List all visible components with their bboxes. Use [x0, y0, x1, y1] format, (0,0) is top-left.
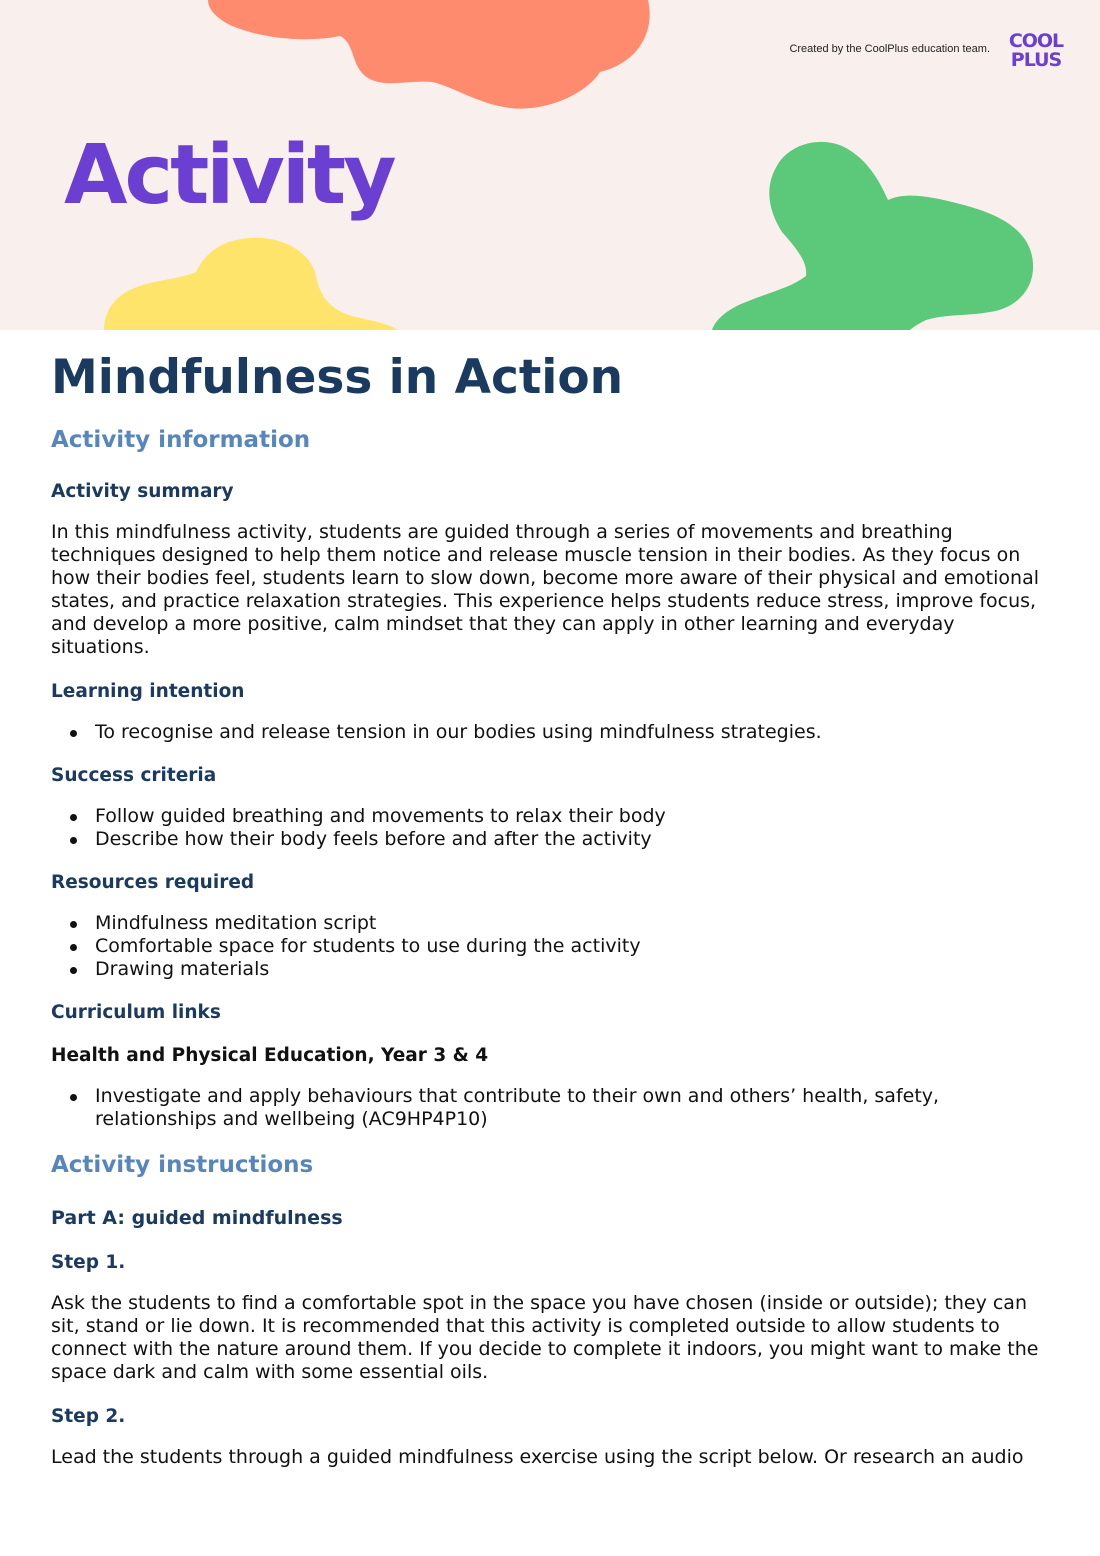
list-item: Comfortable space for students to use during the activity	[95, 935, 1051, 958]
coral-blob	[208, 0, 650, 109]
list-item: Investigate and apply behaviours that contribute to their own and others’ health, safety, relationships and wellbeing (AC9HP4P10)	[95, 1085, 1051, 1131]
success-criteria-list	[51, 805, 1051, 851]
step-1-text: Ask the students to find a comfortable spot in the space you have chosen (inside or outside); they can sit, stand or lie down. It is recommended that this activity is completed outside to allow students to connect with the nature around them. If you decide to complete it indoors, you might want to make the space dark and calm with some essential oils.	[51, 1292, 1039, 1383]
green-blob	[712, 142, 1033, 330]
step-2-heading: Step 2.	[51, 1406, 126, 1427]
activity-instructions-heading: Activity instructions	[51, 1152, 314, 1178]
curriculum-links-heading: Curriculum links	[51, 1002, 221, 1023]
step-2-text: Lead the students through a guided mindfulness exercise using the script below. Or research an audio	[51, 1446, 1024, 1468]
step-1-heading: Step 1.	[51, 1252, 126, 1273]
list-item: Drawing materials	[95, 958, 1051, 981]
list-item: Follow guided breathing and movements to relax their body	[95, 805, 1051, 828]
resources-heading: Resources required	[51, 872, 255, 893]
activity-summary-heading: Activity summary	[51, 481, 234, 502]
document-body	[51, 346, 1051, 1488]
resources-list	[51, 912, 1051, 981]
banner-title: Activity	[64, 128, 394, 223]
activity-summary-text: In this mindfulness activity, students are guided through a series of movements and breathing techniques designed to help them notice and release muscle tension in their bodies. As they focus on how their bodies feel, students learn to slow down, become more aware of their physical and emotional states, and practice relaxation strategies. This experience helps students reduce stress, improve focus, and develop a more positive, calm mindset that they can apply in other learning and everyday situations.	[51, 521, 1039, 658]
success-criteria-heading: Success criteria	[51, 765, 217, 786]
curriculum-list	[51, 1085, 1051, 1131]
coolplus-logo	[1003, 32, 1069, 70]
list-item: Mindfulness meditation script	[95, 912, 1051, 935]
page-title: Mindfulness in Action	[51, 350, 624, 405]
header-banner	[0, 0, 1100, 330]
logo-line-1: COOL	[1008, 30, 1064, 52]
part-a-heading: Part A: guided mindfulness	[51, 1207, 343, 1229]
learning-intention-heading: Learning intention	[51, 681, 245, 702]
activity-information-heading: Activity information	[51, 427, 311, 453]
curriculum-subheading: Health and Physical Education, Year 3 & 4	[51, 1045, 489, 1066]
learning-intention-list	[51, 721, 1051, 744]
list-item: Describe how their body feels before and after the activity	[95, 828, 1051, 851]
credit-text: Created by the CoolPlus education team.	[789, 43, 990, 55]
list-item: To recognise and release tension in our bodies using mindfulness strategies.	[95, 721, 1051, 744]
logo-line-2: PLUS	[1010, 49, 1062, 71]
yellow-blob	[104, 238, 398, 330]
